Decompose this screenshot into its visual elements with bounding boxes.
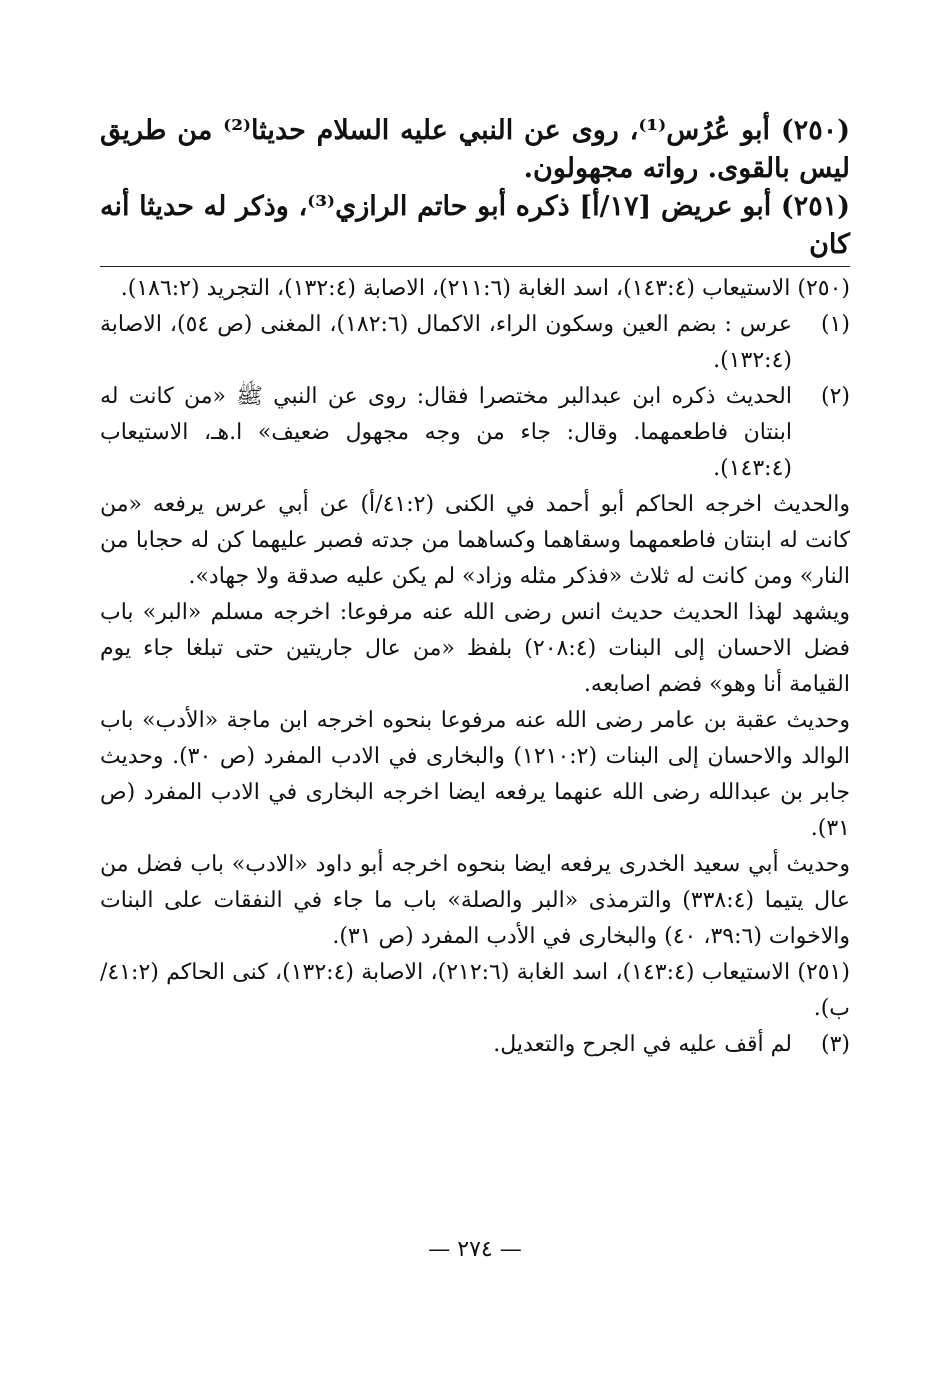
footnote-1-marker: (١) bbox=[820, 312, 850, 337]
footnotes bbox=[100, 271, 850, 1063]
entry-251: (٢٥١) أبو عريض [١٧/أ] ذكره أبو حاتم الرازي⁽³⁾، وذكر له حديثا أنه كان bbox=[100, 191, 850, 260]
footnote-paragraph-1: والحديث اخرجه الحاكم أبو أحمد في الكنى (٤١:٢/أ) عن أبي عرس يرفعه «من كانت له ابنتان فاطعمهما وسقاهما وكساهما من جدته فصبر عليهما كن له حجابا من النار» ومن كانت له ثلاث «فذكر مثله وزاد» لم يكن عليه صدقة ولا جهاد». bbox=[100, 492, 850, 589]
footnote-3 bbox=[100, 1027, 850, 1063]
reference-251: (٢٥١) الاستيعاب (١٤٣:٤)، اسد الغابة (٢١٢:٦)، الاصابة (١٣٢:٤)، كنى الحاكم (٤١:٢/ب). bbox=[100, 960, 851, 1021]
entry-250: (٢٥٠) أبو عُرُس⁽¹⁾، روى عن النبي عليه السلام حديثا⁽²⁾ من طريق ليس بالقوى. رواته مجهولون. bbox=[100, 115, 850, 184]
reference-250: (٢٥٠) الاستيعاب (١٤٣:٤)، اسد الغابة (٢١١:٦)، الاصابة (١٣٢:٤)، التجريد (١٨٦:٢). bbox=[120, 276, 850, 301]
footnote-2-marker: (٢) bbox=[820, 384, 850, 409]
footnote-paragraph-4: وحديث أبي سعيد الخدرى يرفعه ايضا بنحوه اخرجه أبو داود «الادب» باب فضل من عال يتيما (٣٣٨:٤) والترمذى «البر والصلة» باب ما جاء في النفقات على البنات والاخوات (٣٩:٦، ٤٠) والبخارى في الأدب المفرد (ص ٣١). bbox=[100, 852, 850, 949]
footnote-paragraph-3: وحديث عقبة بن عامر رضى الله عنه مرفوعا بنحوه اخرجه ابن ماجة «الأدب» باب الوالد والاحسان إلى البنات (١٢١٠:٢) والبخارى في الادب المفرد (ص ٣٠). وحديث جابر بن عبدالله رضى الله عنهما يرفعه ايضا اخرجه البخارى في الادب المفرد (ص ٣١). bbox=[100, 708, 850, 841]
footnote-2 bbox=[100, 379, 850, 487]
footnote-3-marker: (٣) bbox=[820, 1032, 850, 1057]
main-text bbox=[100, 112, 850, 264]
footnote-paragraph-2: ويشهد لهذا الحديث حديث انس رضى الله عنه مرفوعا: اخرجه مسلم «البر» باب فضل الاحسان إلى البنات (٢٠٨:٤) بلفظ «من عال جاريتين حتى تبلغا جاء يوم القيامة أنا وهو» فضم اصابعه. bbox=[100, 600, 850, 697]
page-body bbox=[100, 112, 850, 1063]
footnote-3-text: لم أقف عليه في الجرح والتعديل. bbox=[493, 1032, 792, 1057]
footnote-1 bbox=[100, 307, 850, 379]
footnote-divider bbox=[100, 266, 850, 267]
footnote-1-text: عرس : بضم العين وسكون الراء، الاكمال (١٨٢:٦)، المغنى (ص ٥٤)، الاصابة (١٣٢:٤). bbox=[100, 312, 792, 373]
footnote-2-text: الحديث ذكره ابن عبدالبر مختصرا فقال: روى عن النبي ﷺ «من كانت له ابنتان فاطعمهما. وقال: جاء من وجه مجهول ضعيف» ا.هـ، الاستيعاب (١٤٣:٤). bbox=[100, 384, 792, 481]
page-number: — ٢٧٤ — bbox=[428, 1237, 522, 1262]
